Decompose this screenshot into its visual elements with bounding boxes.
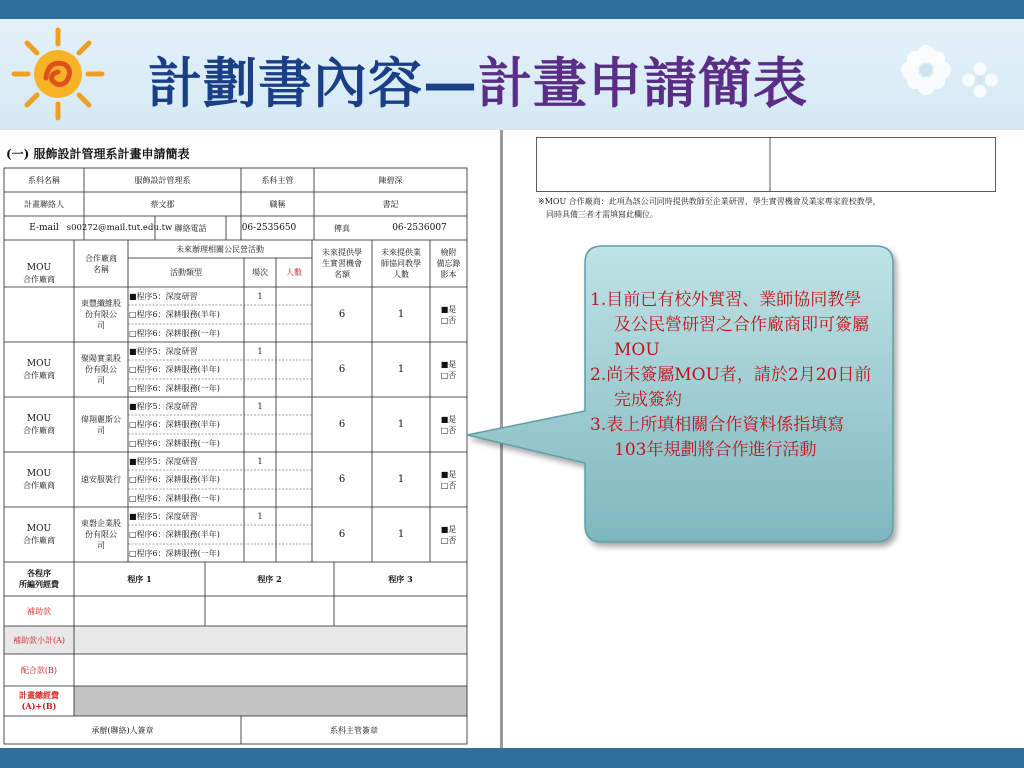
application-form-table [4,168,467,744]
industry-teacher-value: 1 [397,529,405,540]
activity-option: □程序6：深耕服務(半年) [129,365,220,374]
mou-copy-checkbox: ■是 □否 [440,359,457,380]
intern-quota-value: 6 [338,529,346,540]
dept-head-value: 陳碧深 [378,175,403,185]
callout-item: 1.目前已有校外實習、業師協同教學及公民營研習之合作廠商即可簽屬MOU [590,290,869,360]
fax-value: 06-2536007 [392,222,447,233]
intern-quota-value: 6 [338,474,346,485]
signature-box-table [536,137,996,192]
email-value: s00272@mail.tut.edu.tw [66,222,173,233]
dept-name-value: 服飾設計管理系 [134,175,191,185]
budget-label: 各程序 所編列經費 [19,568,59,589]
mou-header: MOU 合作廠商 [23,263,55,284]
activity-type-header: 活動類型 [170,268,202,277]
activity-option: □程序6：深耕服務(一年) [129,328,220,338]
activity-option: □程序6：深耕服務(一年) [129,493,220,503]
job-title-value: 書記 [382,199,399,209]
activity-option: ■程序5：深度研習 [129,346,198,356]
phone-label: 聯絡電話 [174,223,207,233]
intern-quota-value: 6 [338,309,346,320]
industry-teacher-value: 1 [397,309,405,320]
activity-option: □程序6：深耕服務(一年) [129,383,220,393]
subsidy-subtotal-label: 補助款小計(A) [12,635,66,645]
partner-name: 東磐企業股 份有限公 司 [81,519,121,550]
fax-label: 傳真 [334,223,350,233]
sessions-value: 1 [257,291,263,301]
callout-item: 3.表上所填相關合作資料係指填寫103年規劃將合作進行活動 [590,415,845,460]
mou-note [538,195,998,221]
industry-teacher-value: 1 [397,364,405,375]
mou-copy-header: 檢附 備忘錄 影本 [436,248,461,279]
industry-teacher-header: 未來提供業 師協同教學 人數 [381,248,421,279]
dept-name-label: 系科名稱 [28,175,60,185]
partner-name: 東豐纖維股 份有限公 司 [81,299,121,330]
partner-name: 偉翔麗斯公 司 [81,414,121,435]
mou-partner-label: MOU 合作廠商 [23,523,55,545]
bottom-bar [0,748,1024,768]
partner-name: 遠安服裝行 [81,475,121,484]
form-heading: (一) 服飾設計管理系計畫申請簡表 [6,147,190,161]
activity-option: □程序6：深耕服務(一年) [129,548,220,558]
people-header: 人數 [286,268,302,277]
intern-quota-value: 6 [338,364,346,375]
mou-note-line-1: ※MOU 合作廠商：此項為該公司同時提供教師至企業研習、學生實習機會及業家專家蒞校教學， [538,197,881,206]
top-bar [0,0,1024,19]
dept-head-label: 系科主管 [261,175,294,185]
industry-teacher-value: 1 [397,474,405,485]
callout-item: 2.尚未簽屬MOU者，請於2月20日前完成簽約 [590,365,872,410]
matching-fund-label: 配合款(B) [20,665,58,675]
industry-teacher-value: 1 [397,419,405,430]
job-title-label: 職稱 [269,199,286,209]
intern-quota-value: 6 [338,419,346,430]
activity-option: ■程序5：深度研習 [129,401,198,411]
subsidy-label: 補助款 [27,606,51,616]
mou-partner-label: MOU 合作廠商 [23,413,55,435]
sessions-value: 1 [257,346,263,356]
future-activity-header: 未來辦理相關公民營活動 [176,244,264,254]
activity-option: □程序6：深耕服務(一年) [129,438,220,448]
activity-option: ■程序5：深度研習 [129,511,198,521]
page-title: 計劃書內容—計畫申請簡表 [148,52,808,115]
head-signature-label: 系科主管簽章 [330,725,378,735]
contact-signature-label: 承辦(聯絡)人簽章 [91,725,154,735]
activity-option: ■程序5：深度研習 [129,291,198,301]
mou-copy-checkbox: ■是 □否 [440,524,457,545]
activity-option: ■程序5：深度研習 [129,456,198,466]
activity-option: □程序6：深耕服務(半年) [129,310,220,319]
flower-decoration-icon [898,42,954,98]
sessions-value: 1 [257,511,263,521]
flower-decoration-icon [960,60,1000,100]
sessions-value: 1 [257,401,263,411]
partner-name: 聚陽實業股 份有限公 司 [81,354,121,385]
contact-label: 計畫聯絡人 [24,199,64,209]
mou-partner-label: MOU 合作廠商 [23,468,55,490]
activity-option: □程序6：深耕服務(半年) [129,530,220,539]
callout-text [590,288,875,463]
contact-value: 蔡文郡 [150,199,175,209]
program-2-header: 程序 2 [257,573,282,584]
partner-name-header: 合作廠商 名稱 [85,253,117,274]
mou-partner-label: MOU 合作廠商 [23,358,55,380]
activity-option: □程序6：深耕服務(半年) [129,420,220,429]
sessions-header: 場次 [252,268,268,277]
program-1-header: 程序 1 [127,573,152,584]
phone-value: 06-2535650 [241,222,297,233]
mou-copy-checkbox: ■是 □否 [440,304,457,325]
mou-note-line-2: 同時具備三者才需填寫此欄位。 [546,210,658,219]
activity-option: □程序6：深耕服務(半年) [129,475,220,484]
intern-quota-header: 未來提供學 生實習機會 名額 [322,248,362,279]
sessions-value: 1 [257,456,263,466]
sun-icon [8,24,108,124]
email-label: E-mail [29,222,59,233]
mou-copy-checkbox: ■是 □否 [440,469,457,490]
program-3-header: 程序 3 [388,573,413,584]
total-budget-label: 計畫總經費 (A)+(B) [19,690,59,711]
mou-copy-checkbox: ■是 □否 [440,414,457,435]
